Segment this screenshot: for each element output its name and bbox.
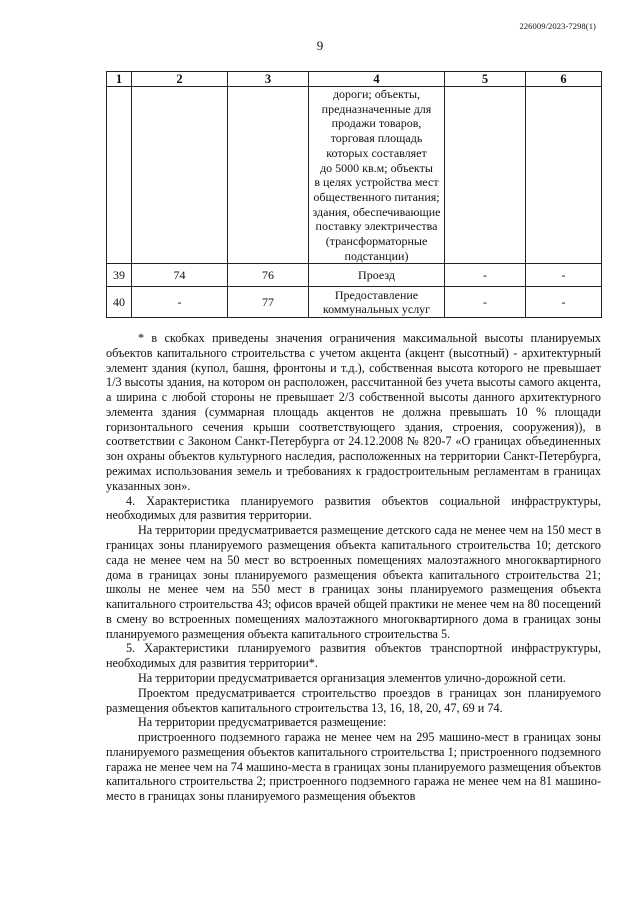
cell-line: здания, обеспечивающие <box>312 204 441 219</box>
table-cell-description <box>309 87 445 264</box>
land-use-table <box>106 71 602 318</box>
cell-line: общественного питания; <box>313 189 440 204</box>
column-header: 1 <box>107 72 132 87</box>
cell-line: в целях устройства мест <box>314 175 439 190</box>
table-cell: - <box>132 287 228 318</box>
table-cell: 76 <box>228 264 309 287</box>
cell-line: Предоставление <box>334 287 419 302</box>
section-4-heading: 4. Характеристика планируемого развития объектов социальной инфраструктуры, необходимых для развития территории. <box>106 493 601 523</box>
table-cell: - <box>526 264 602 287</box>
cell-line: торговая площадь <box>330 131 423 146</box>
cell-line: подстанции) <box>344 248 409 263</box>
cell-line: продажи товаров, <box>331 116 422 131</box>
cell-line: коммунальных услуг <box>322 302 431 317</box>
table-cell-description <box>309 287 445 318</box>
table-cell <box>107 87 132 264</box>
section-5-paragraph: На территории предусматривается размещение: <box>138 715 387 730</box>
table-header-row <box>107 72 602 87</box>
cell-line: предназначенные для <box>321 101 432 116</box>
table-cell <box>132 87 228 264</box>
section-5-heading: 5. Характеристики планируемого развития объектов транспортной инфраструктуры, необходимых для развития территории*. <box>106 641 601 671</box>
table-cell <box>526 87 602 264</box>
cell-line: Проезд <box>358 268 395 283</box>
cell-line: дороги; объекты, <box>332 87 421 101</box>
column-header: 3 <box>228 72 309 87</box>
document-body <box>106 331 601 804</box>
table-row <box>107 87 602 264</box>
column-header: 6 <box>526 72 602 87</box>
table-row <box>107 287 602 318</box>
section-5-paragraph: На территории предусматривается организация элементов улично-дорожной сети. <box>138 670 566 685</box>
column-header: 5 <box>445 72 526 87</box>
table-cell: - <box>526 287 602 318</box>
table-row <box>107 264 602 287</box>
cell-line: которых составляет <box>326 145 427 160</box>
section-5-paragraph: пристроенного подземного гаража не менее чем на 295 машино-мест в границах зоны планируемого размещения объектов капитального строительства 1; пристроенного подземного гаража не менее чем на 74 машино-места в границах зоны планируемого размещения объектов капитального строительства 2; пристроенного подземного гаража не менее чем на 81 машино-место в границах зоны планируемого размещения объектов <box>106 730 601 804</box>
cell-line: до 5000 кв.м; объекты <box>320 160 433 175</box>
page-number: 9 <box>316 38 324 53</box>
cell-line: поставку электричества <box>315 219 438 234</box>
table-cell: - <box>445 264 526 287</box>
table-cell: 39 <box>107 264 132 287</box>
document-number: 226009/2023-7298(1) <box>519 21 596 31</box>
table-cell: 40 <box>107 287 132 318</box>
section-5-paragraph: Проектом предусматривается строительство проездов в границах зон планируемого размещения объектов капитального строительства 13, 16, 18, 20, 47, 69 и 74. <box>106 685 601 715</box>
table-cell-description <box>309 264 445 287</box>
table-cell: - <box>445 287 526 318</box>
table-cell: 74 <box>132 264 228 287</box>
table-cell <box>228 87 309 264</box>
table-cell <box>445 87 526 264</box>
column-header: 2 <box>132 72 228 87</box>
footnote-paragraph: * в скобках приведены значения ограничения максимальной высоты планируемых объектов капитального строительства с учетом акцента (акцент (высотный) - архитектурный элемент здания (купол, башня, фронтоны и т.д.), собственная высота которого не превышает 1/3 высоты здания, на котором он расположен, рассчитанной без учета высоты самого акцента, а ширина с любой стороны не превышает 2/3 собственной высоты данного архитектурного элемента здания (суммарная площадь акцентов не должна превышать 10 % площади горизонтального сечения крыши соответствующего здания, строения, сооружения)), в соответствии с Законом Санкт-Петербурга от 24.12.2008 № 820-7 «О границах объединенных зон охраны объектов культурного наследия, расположенных на территории Санкт-Петербурга, режимах использования земель и требованиях к градостроительным регламентам в границах указанных зон». <box>106 331 601 493</box>
cell-line: (трансформаторные <box>325 234 428 249</box>
section-4-paragraph: На территории предусматривается размещение детского сада не менее чем на 150 мест в границах зоны планируемого размещения объекта капитального строительства 10; детского сада не менее чем на 50 мест во встроенных помещениях малоэтажного многоквартирного дома в границах зоны планируемого размещения объекта капитального строительства 21; школы не менее чем на 550 мест в границах зоны планируемого размещения объекта капитального строительства 43; офисов врачей общей практики не менее чем на 80 посещений в смену во встроенных помещениях малоэтажного многоквартирного дома в границах зоны планируемого размещения объекта капитального строительства 5. <box>106 523 601 641</box>
column-header: 4 <box>309 72 445 87</box>
table-cell: 77 <box>228 287 309 318</box>
